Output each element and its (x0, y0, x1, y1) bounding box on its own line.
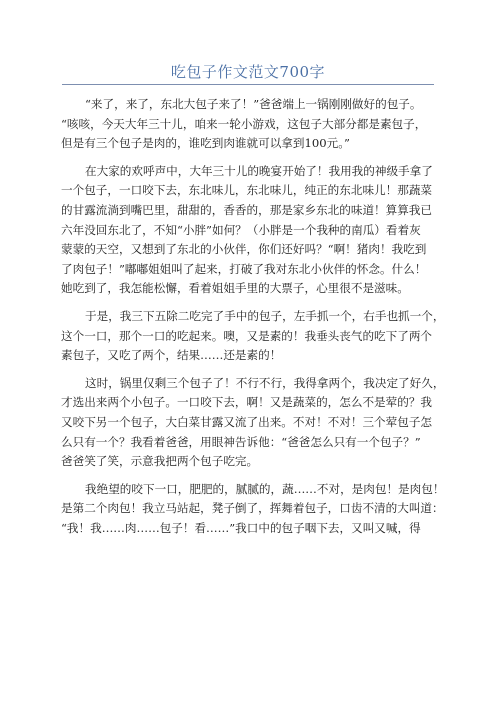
document-body (61, 95, 445, 546)
text-line: 这个一口，那个一口的吃起来。噢，又是素的！我垂头丧气的吃下了两个 (61, 328, 433, 343)
text-line: 六年没回东北了，不知“小胖”如何？（小胖是一个我种的南瓜）看着灰 (61, 222, 421, 237)
paragraph-2 (61, 162, 439, 299)
text-line: 了肉包子！”嘟嘟姐姐叫了起来，打破了我对东北小伙伴的怀念。什么！ (61, 261, 427, 276)
document-title: 吃包子作文范文700字 (170, 63, 326, 81)
text-line: 素包子，又吃了两个，结果……还是素的！ (61, 348, 282, 363)
text-line: “咳咳，今天大年三十儿，咱来一轮小游戏，这包子大部分都是素包子， (61, 116, 427, 131)
text-line: 的甘露流淌到嘴巴里，甜甜的，香香的，那是家乡东北的味道！算算我已 (61, 202, 433, 217)
paragraph-3 (61, 307, 445, 366)
text-line: 一个包子，一口咬下去，东北味儿，东北味儿，纯正的东北味儿！那蔬菜 (61, 183, 433, 198)
text-line: 是第二个肉包！我立马站起，凳子倒了，挥舞着包子，口齿不清的大叫道： (61, 501, 444, 516)
text-line: 才选出来两个小包子。一口咬下去，啊！又是蔬菜的，怎么不是荤的？我 (61, 395, 433, 410)
text-line: 但是有三个包子是肉的，谁吃到肉谁就可以拿到100元。” (61, 136, 350, 151)
paragraph-4 (61, 374, 445, 472)
paragraph-1 (61, 95, 439, 154)
text-line: 爸爸笑了笑，示意我把两个包子吃完。 (61, 454, 259, 469)
text-line: 在大家的欢呼声中，大年三十儿的晚宴开始了！我用我的神级手拿了 (85, 163, 433, 178)
title-underline (62, 84, 434, 85)
text-line: “我！我……肉……包子！看……”我口中的包子咽下去，又叫又喊，得 (61, 520, 421, 535)
text-line: “来了，来了，东北大包子来了！”爸爸端上一锅刚刚做好的包子。 (85, 97, 422, 111)
text-line: 我绝望的咬下一口，肥肥的，腻腻的，蔬……不对，是肉包！是肉包！ (85, 481, 445, 496)
text-line: 她吃到了，我怎能松懈，看着姐姐手里的大票子，心里很不是滋味。 (61, 281, 409, 296)
text-line: 于是，我三下五除二吃完了手中的包子，左手抓一个，右手也抓一个， (85, 308, 445, 323)
paragraph-5 (61, 480, 445, 539)
text-line: 蒙蒙的天空，又想到了东北的小伙伴，你们还好吗？“啊！猪肉！我吃到 (61, 242, 427, 257)
text-line: 这时，锅里仅剩三个包子了！不行不行，我得拿两个，我决定了好久， (85, 375, 445, 390)
text-line: 又咬下另一个包子，大白菜甘露又流了出来。不对！不对！三个荤包子怎 (61, 414, 433, 429)
text-line: 么只有一个？我看着爸爸，用眼神告诉他：“爸爸怎么只有一个包子？” (61, 434, 421, 449)
